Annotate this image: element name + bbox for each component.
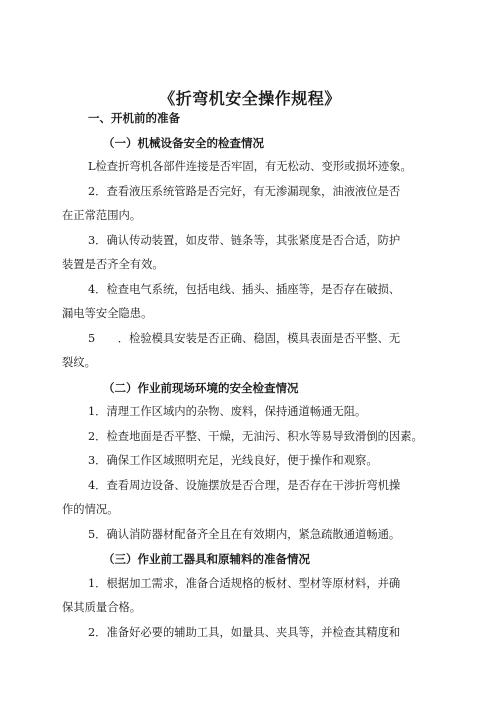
paragraph-line: 4．检查电气系统，包括电线、插头、插座等，是否存在破损、 <box>88 283 401 296</box>
subsection-heading-2: （二）作业前现场环境的安全检查情况 <box>103 381 299 395</box>
paragraph-line: 3．确保工作区域照明充足，光线良好，便于操作和观察。 <box>88 454 378 467</box>
paragraph-line: L检查折弯机各部件连接是否牢固，有无松动、变形或损坏迹象。 <box>88 160 412 173</box>
paragraph-line: 2．查看液压系统管路是否完好，有无渗漏现象，油液液位是否 <box>88 185 401 198</box>
paragraph-line: 5 ．检验模具安装是否正确、稳固，模具表面是否平整、无 <box>88 332 401 345</box>
paragraph-line: 1．清理工作区域内的杂物、废料，保持通道畅通无阻。 <box>88 405 367 418</box>
paragraph-line: 3．确认传动装置，如皮带、链条等，其张紧度是否合适，防护 <box>88 234 401 247</box>
document-title: 《折弯机安全操作规程》 <box>159 89 341 108</box>
paragraph-line: 作的情况。 <box>62 503 119 516</box>
paragraph-line: 装置是否齐全有效。 <box>62 258 164 271</box>
paragraph-line: 4．查看周边设备、设施摆放是否合理，是否存在干涉折弯机操 <box>88 479 401 492</box>
paragraph-line: 裂纹。 <box>62 356 96 369</box>
paragraph-line: 2．检查地面是否平整、干燥，无油污、积水等易导致滑倒的因素。 <box>88 430 423 443</box>
paragraph-line: 漏电等安全隐患。 <box>62 307 153 320</box>
subsection-heading-1: （一）机械设备安全的检查情况 <box>103 136 264 150</box>
paragraph-line: 2．准备好必要的辅助工具，如量具、夹具等，并检查其精度和 <box>88 626 401 639</box>
paragraph-line: 在正常范围内。 <box>62 209 142 222</box>
subsection-heading-3: （三）作业前工器具和原辅料的准备情况 <box>103 552 310 566</box>
paragraph-line: 5．确认消防器材配备齐全且在有效期内，紧急疏散通道畅通。 <box>88 528 401 541</box>
paragraph-line: 1．根据加工需求，准备合适规格的板材、型材等原材料，并确 <box>88 577 401 590</box>
paragraph-line: 保其质量合格。 <box>62 601 142 614</box>
section-heading: 一、开机前的准备 <box>88 111 180 125</box>
